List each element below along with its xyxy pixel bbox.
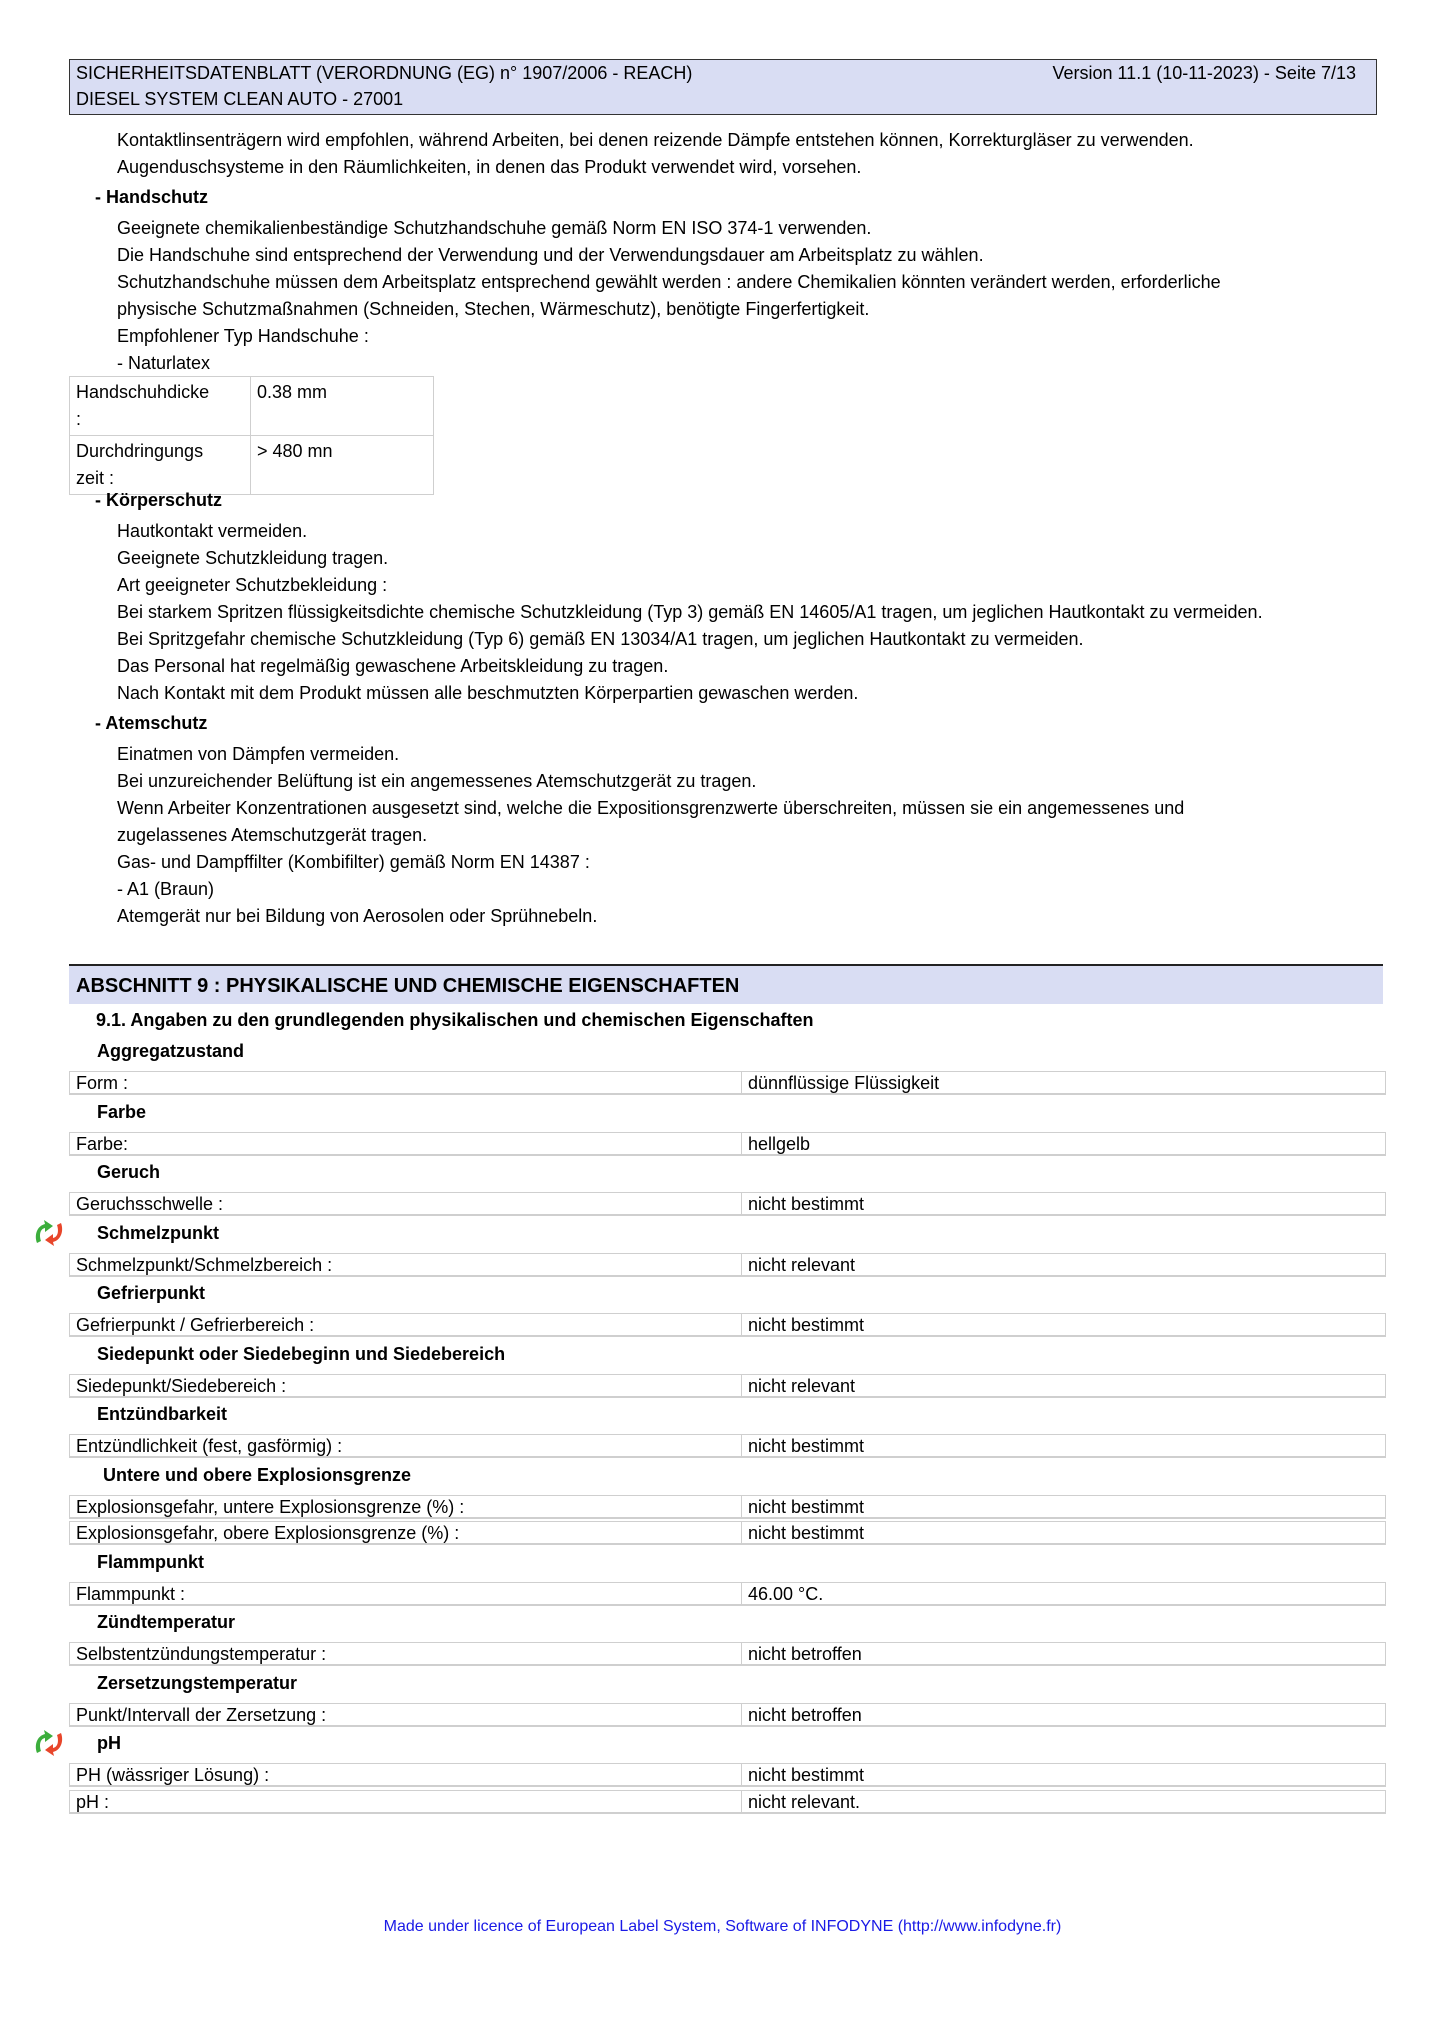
eye-protection-line: Augenduschsysteme in den Räumlichkeiten, in denen das Produkt verwendet wird, vorsehen. xyxy=(117,157,862,177)
hand-protection-heading: - Handschutz xyxy=(95,187,209,207)
body-protection-line: Das Personal hat regelmäßig gewaschene Arbeitskleidung zu tragen. xyxy=(117,656,669,676)
property-label: Explosionsgefahr, obere Explosionsgrenze (%) : xyxy=(76,1523,460,1543)
property-value: nicht bestimmt xyxy=(741,1314,864,1335)
property-group-title: Schmelzpunkt xyxy=(97,1222,220,1243)
property-row xyxy=(69,1642,1386,1666)
body-protection-line: Geeignete Schutzkleidung tragen. xyxy=(117,548,389,568)
property-group-title: pH xyxy=(97,1733,121,1753)
body-protection-line: Bei Spritzgefahr chemische Schutzkleidung (Typ 6) gemäß EN 13034/A1 tragen, um jeglichen Hautkontakt zu vermeiden. xyxy=(117,629,1084,649)
property-row xyxy=(69,1763,1386,1787)
property-value: nicht betroffen xyxy=(741,1643,862,1664)
property-row xyxy=(69,1374,1386,1398)
property-group-title: Geruch xyxy=(97,1162,161,1182)
property-label: Flammpunkt : xyxy=(76,1583,186,1604)
property-value: nicht relevant. xyxy=(741,1791,860,1812)
property-group-title: Zersetzungstemperatur xyxy=(97,1672,298,1693)
property-label: Form : xyxy=(76,1073,128,1093)
revision-update-icon xyxy=(32,1727,66,1759)
property-row xyxy=(69,1521,1386,1545)
property-value: nicht bestimmt xyxy=(741,1522,864,1543)
respiratory-protection-line: Gas- und Dampffilter (Kombifilter) gemäß Norm EN 14387 : xyxy=(117,852,590,872)
property-row xyxy=(69,1495,1386,1519)
section-9-title: ABSCHNITT 9 : PHYSIKALISCHE UND CHEMISCHE EIGENSCHAFTEN xyxy=(76,975,740,997)
respiratory-protection-line: - A1 (Braun) xyxy=(117,879,215,899)
property-value: nicht bestimmt xyxy=(741,1496,864,1517)
property-value: nicht relevant xyxy=(741,1375,855,1396)
version-page-info: Version 11.1 (10-11-2023) - Seite 7/13 xyxy=(1052,63,1356,83)
property-label: pH : xyxy=(76,1791,110,1812)
property-label: Explosionsgefahr, untere Explosionsgrenze (%) : xyxy=(76,1496,465,1517)
property-row xyxy=(69,1790,1386,1814)
glove-thickness-value: 0.38 mm xyxy=(251,377,434,436)
body-protection-heading: - Körperschutz xyxy=(95,490,223,510)
property-value: hellgelb xyxy=(741,1133,810,1154)
property-group-title: Siedepunkt oder Siedebeginn und Siedebereich xyxy=(97,1343,506,1364)
breakthrough-time-label: Durchdringungs zeit : xyxy=(70,436,251,495)
document-title: SICHERHEITSDATENBLATT (VERORDNUNG (EG) n° 1907/2006 - REACH) xyxy=(76,63,693,83)
property-value: dünnflüssige Flüssigkeit xyxy=(741,1072,939,1093)
revision-update-icon xyxy=(32,1217,66,1249)
property-value: 46.00 °C. xyxy=(741,1583,823,1604)
document-header xyxy=(69,59,1377,115)
property-value: nicht relevant xyxy=(741,1254,855,1275)
respiratory-protection-line: zugelassenes Atemschutzgerät tragen. xyxy=(117,825,428,845)
property-row xyxy=(69,1132,1386,1156)
hand-protection-line: Die Handschuhe sind entsprechend der Verwendung und der Verwendungsdauer am Arbeitsplatz zu wählen. xyxy=(117,245,984,265)
eye-protection-line: Kontaktlinsenträgern wird empfohlen, während Arbeiten, bei denen reizende Dämpfe entstehen können, Korrekturgläser zu verwenden. xyxy=(117,130,1194,150)
hand-protection-line: - Naturlatex xyxy=(117,353,211,373)
property-label: Selbstentzündungstemperatur : xyxy=(76,1644,327,1664)
respiratory-protection-line: Bei unzureichender Belüftung ist ein angemessenes Atemschutzgerät zu tragen. xyxy=(117,771,757,791)
property-label: PH (wässriger Lösung) : xyxy=(76,1765,270,1785)
property-value: nicht bestimmt xyxy=(741,1193,864,1214)
respiratory-protection-line: Wenn Arbeiter Konzentrationen ausgesetzt sind, welche die Expositionsgrenzwerte überschreiten, müssen sie ein angemessenes und xyxy=(117,798,1185,818)
property-label: Gefrierpunkt / Gefrierbereich : xyxy=(76,1315,315,1335)
property-row xyxy=(69,1253,1386,1277)
respiratory-protection-heading: - Atemschutz xyxy=(95,713,208,733)
property-label: Punkt/Intervall der Zersetzung : xyxy=(76,1704,327,1725)
hand-protection-line: Geeignete chemikalienbeständige Schutzhandschuhe gemäß Norm EN ISO 374-1 verwenden. xyxy=(117,218,872,238)
body-protection-line: Bei starkem Spritzen flüssigkeitsdichte chemische Schutzkleidung (Typ 3) gemäß EN 14605/A1 tragen, um jeglichen Hautkontakt zu vermeiden. xyxy=(117,602,1263,622)
body-protection-line: Hautkontakt vermeiden. xyxy=(117,521,308,541)
hand-protection-line: Empfohlener Typ Handschuhe : xyxy=(117,326,369,346)
property-row xyxy=(69,1582,1386,1606)
property-group-title: Zündtemperatur xyxy=(97,1612,236,1632)
property-value: nicht bestimmt xyxy=(741,1435,864,1456)
respiratory-protection-line: Einatmen von Dämpfen vermeiden. xyxy=(117,744,400,764)
footer-licence-link[interactable]: Made under licence of European Label System, Software of INFODYNE (http://www.infodyne.fr) xyxy=(383,1918,1062,1935)
property-group-title: Gefrierpunkt xyxy=(97,1283,206,1303)
property-label: Schmelzpunkt/Schmelzbereich : xyxy=(76,1254,333,1275)
property-label: Siedepunkt/Siedebereich : xyxy=(76,1375,287,1396)
section-9-header xyxy=(69,964,1383,1004)
body-protection-line: Nach Kontakt mit dem Produkt müssen alle beschmutzten Körperpartien gewaschen werden. xyxy=(117,683,859,703)
property-row xyxy=(69,1703,1386,1727)
body-protection-line: Art geeigneter Schutzbekleidung : xyxy=(117,575,388,595)
hand-protection-line: physische Schutzmaßnahmen (Schneiden, Stechen, Wärmeschutz), benötigte Fingerfertigkeit. xyxy=(117,299,870,319)
property-group-title: Entzündbarkeit xyxy=(97,1404,228,1424)
table-row xyxy=(70,436,434,495)
property-group-title: Flammpunkt xyxy=(97,1551,205,1572)
respiratory-protection-line: Atemgerät nur bei Bildung von Aerosolen oder Sprühnebeln. xyxy=(117,906,598,926)
property-value: nicht betroffen xyxy=(741,1704,862,1725)
glove-spec-table xyxy=(69,376,434,495)
property-group-title: Aggregatzustand xyxy=(97,1041,245,1061)
property-group-title: Untere und obere Explosionsgrenze xyxy=(103,1464,412,1485)
property-label: Entzündlichkeit (fest, gasförmig) : xyxy=(76,1436,343,1456)
property-row xyxy=(69,1434,1386,1458)
product-name: DIESEL SYSTEM CLEAN AUTO - 27001 xyxy=(76,89,404,109)
property-value: nicht bestimmt xyxy=(741,1764,864,1785)
property-row xyxy=(69,1071,1386,1095)
property-row xyxy=(69,1192,1386,1216)
property-label: Geruchsschwelle : xyxy=(76,1194,224,1214)
glove-thickness-label: Handschuhdicke : xyxy=(70,377,251,436)
property-group-title: Farbe xyxy=(97,1101,147,1122)
subsection-9-1-title: 9.1. Angaben zu den grundlegenden physikalischen und chemischen Eigenschaften xyxy=(96,1010,814,1030)
breakthrough-time-value: > 480 mn xyxy=(251,436,434,495)
table-row xyxy=(70,377,434,436)
hand-protection-line: Schutzhandschuhe müssen dem Arbeitsplatz entsprechend gewählt werden : andere Chemikalien könnten verändert werden, erforderliche xyxy=(117,272,1221,292)
property-row xyxy=(69,1313,1386,1337)
property-label: Farbe: xyxy=(76,1133,129,1154)
